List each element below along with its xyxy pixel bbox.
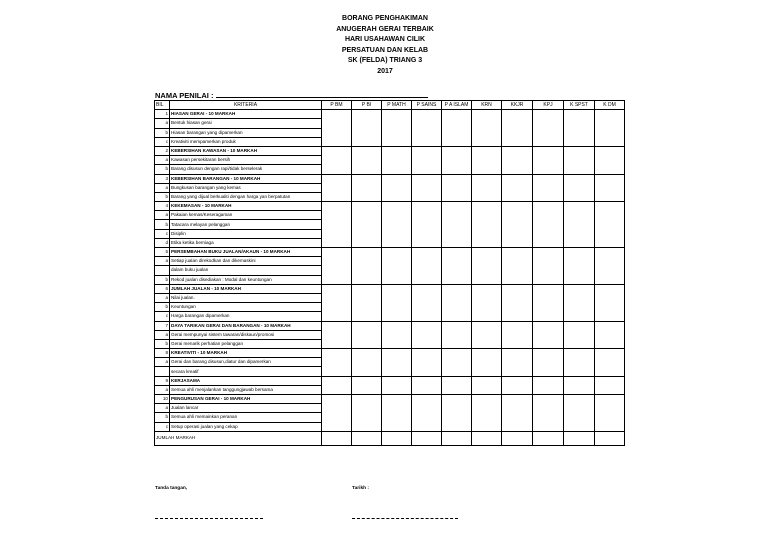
section-row <box>155 284 625 293</box>
bil-cell: 8 <box>155 349 170 358</box>
score-cell[interactable] <box>412 284 442 321</box>
total-cell[interactable] <box>564 431 595 445</box>
judging-table <box>154 100 625 446</box>
score-cell[interactable] <box>382 202 412 248</box>
column-header: P A ISLAM <box>442 101 472 110</box>
criteria-text: Gerai mempunyai sistem tawaran/diskaun/promosi <box>170 330 322 339</box>
bil-cell: 10 <box>155 395 170 404</box>
criteria-text: Disiplin <box>170 229 322 238</box>
bil-cell: a <box>155 257 170 266</box>
score-cell[interactable] <box>412 174 442 202</box>
criteria-text: Setup operasi jualan yang cekap <box>170 422 322 431</box>
score-cell[interactable] <box>595 248 625 285</box>
criteria-text: Rekod jualan disediakan : Modal dan keuntungan <box>170 275 322 284</box>
criteria-text: Barang yang dijual berkualiti dengan harga yan berpatutan <box>170 192 322 201</box>
bil-cell: c <box>155 422 170 431</box>
score-cell[interactable] <box>352 248 382 285</box>
total-cell[interactable] <box>533 431 564 445</box>
score-cell[interactable] <box>472 376 502 394</box>
total-cell[interactable] <box>595 431 625 445</box>
score-cell[interactable] <box>472 146 502 174</box>
table-body <box>155 110 625 446</box>
title-line-1: BORANG PENGHAKIMAN <box>342 15 428 22</box>
score-cell[interactable] <box>533 202 564 248</box>
score-cell[interactable] <box>322 146 352 174</box>
score-cell[interactable] <box>352 110 382 147</box>
form-title <box>300 14 470 77</box>
criteria-text: Gerai dan barang disusun,diatur dan dipamerkan <box>170 358 322 367</box>
score-cell[interactable] <box>382 349 412 377</box>
section-title: KEKEMASAN - 10 MARKAH <box>170 202 322 211</box>
score-cell[interactable] <box>533 146 564 174</box>
section-title: DAYA TARIKAN GERAI DAN BARANGAN - 10 MARKAH <box>170 321 322 330</box>
score-cell[interactable] <box>502 395 533 432</box>
criteria-text: Kreativiti mempamerkan produk <box>170 137 322 146</box>
score-cell[interactable] <box>412 146 442 174</box>
score-cell[interactable] <box>442 349 472 377</box>
criteria-text: Bungkusan barangan yang kemas <box>170 183 322 192</box>
bil-cell: a <box>155 385 170 394</box>
score-cell[interactable] <box>352 321 382 349</box>
column-header: BIL <box>155 101 170 110</box>
bil-cell: a <box>155 183 170 192</box>
criteria-text: Jualan lancar <box>170 404 322 413</box>
title-line-5: SK (FELDA) TRIANG 3 <box>347 57 423 64</box>
score-cell[interactable] <box>564 349 595 377</box>
score-cell[interactable] <box>564 321 595 349</box>
score-cell[interactable] <box>595 174 625 202</box>
score-cell[interactable] <box>595 110 625 147</box>
score-cell[interactable] <box>595 202 625 248</box>
total-cell[interactable] <box>412 431 442 445</box>
score-cell[interactable] <box>442 284 472 321</box>
column-header: KKJR <box>502 101 533 110</box>
nama-penilai-field <box>155 90 428 100</box>
score-cell[interactable] <box>533 284 564 321</box>
signature-label: Tanda tangan, <box>155 486 188 491</box>
bil-cell: 5 <box>155 248 170 257</box>
section-title: PERSEMBAHAN BUKU JUALAN/AKAUN - 10 MARKAH <box>170 248 322 257</box>
total-cell[interactable] <box>472 431 502 445</box>
criteria-text: Gerai menarik perhatian pelanggan <box>170 339 322 348</box>
section-row <box>155 395 625 404</box>
score-cell[interactable] <box>472 284 502 321</box>
bil-cell: 2 <box>155 146 170 155</box>
score-cell[interactable] <box>442 376 472 394</box>
total-row <box>155 431 625 445</box>
section-row <box>155 349 625 358</box>
title-line-2: ANUGERAH GERAI TERBAIK <box>336 25 434 33</box>
section-title: JUMLAH JUALAN - 10 MARKAH <box>170 284 322 293</box>
score-cell[interactable] <box>442 202 472 248</box>
score-cell[interactable] <box>382 284 412 321</box>
bil-cell: c <box>155 137 170 146</box>
column-header: P BI <box>352 101 382 110</box>
section-row <box>155 248 625 257</box>
bil-cell: b <box>155 275 170 284</box>
section-row <box>155 376 625 385</box>
column-header: KRN <box>472 101 502 110</box>
score-cell[interactable] <box>564 146 595 174</box>
total-cell[interactable] <box>382 431 412 445</box>
score-cell[interactable] <box>322 395 352 432</box>
score-cell[interactable] <box>472 395 502 432</box>
bil-cell: a <box>155 211 170 220</box>
column-header: KPJ <box>533 101 564 110</box>
score-cell[interactable] <box>382 376 412 394</box>
score-cell[interactable] <box>442 146 472 174</box>
score-cell[interactable] <box>412 202 442 248</box>
bil-cell <box>155 367 170 376</box>
score-cell[interactable] <box>322 284 352 321</box>
score-cell[interactable] <box>382 110 412 147</box>
total-cell[interactable] <box>502 431 533 445</box>
signature-line[interactable] <box>155 518 263 519</box>
bil-cell: a <box>155 119 170 128</box>
bil-cell: b <box>155 303 170 312</box>
score-cell[interactable] <box>564 376 595 394</box>
column-header: P BM <box>322 101 352 110</box>
score-cell[interactable] <box>442 174 472 202</box>
score-cell[interactable] <box>502 202 533 248</box>
column-header: K SPST <box>564 101 595 110</box>
score-cell[interactable] <box>533 395 564 432</box>
criteria-text: Harga barangan dipamerkan <box>170 312 322 321</box>
score-cell[interactable] <box>382 321 412 349</box>
score-cell[interactable] <box>472 202 502 248</box>
score-cell[interactable] <box>595 321 625 349</box>
score-cell[interactable] <box>442 321 472 349</box>
score-cell[interactable] <box>412 110 442 147</box>
score-cell[interactable] <box>472 174 502 202</box>
bil-cell: a <box>155 330 170 339</box>
bil-cell: b <box>155 128 170 137</box>
score-cell[interactable] <box>382 146 412 174</box>
score-cell[interactable] <box>564 174 595 202</box>
criteria-text: Semua ahli memainkan peranan <box>170 413 322 422</box>
column-header: K DM <box>595 101 625 110</box>
score-cell[interactable] <box>595 376 625 394</box>
score-cell[interactable] <box>352 349 382 377</box>
score-cell[interactable] <box>412 376 442 394</box>
score-cell[interactable] <box>442 110 472 147</box>
score-cell[interactable] <box>412 349 442 377</box>
score-cell[interactable] <box>502 349 533 377</box>
column-header: KRITERIA <box>170 101 322 110</box>
score-cell[interactable] <box>564 284 595 321</box>
score-cell[interactable] <box>502 284 533 321</box>
total-cell[interactable] <box>322 431 352 445</box>
section-title: HIASAN GERAI - 10 MARKAH <box>170 110 322 119</box>
score-cell[interactable] <box>352 284 382 321</box>
section-title: KEBERSIHAN BARANGAN - 10 MARKAH <box>170 174 322 183</box>
score-cell[interactable] <box>533 376 564 394</box>
criteria-text: Kawasan persekitaran bersih <box>170 156 322 165</box>
bil-cell <box>155 266 170 275</box>
score-cell[interactable] <box>322 349 352 377</box>
score-cell[interactable] <box>564 248 595 285</box>
date-line[interactable] <box>352 518 458 519</box>
score-cell[interactable] <box>442 395 472 432</box>
section-row <box>155 146 625 155</box>
bil-cell: b <box>155 192 170 201</box>
bil-cell: a <box>155 293 170 302</box>
score-cell[interactable] <box>412 321 442 349</box>
criteria-text: Hiasan barangan yang dipamerkan <box>170 128 322 137</box>
score-cell[interactable] <box>442 248 472 285</box>
date-label: Tarikh : <box>352 486 369 491</box>
score-cell[interactable] <box>352 395 382 432</box>
section-title: KREATIVITI - 10 MARKAH <box>170 349 322 358</box>
score-cell[interactable] <box>352 376 382 394</box>
criteria-text: Keuntungan <box>170 303 322 312</box>
section-title: PENGURUSAN GERAI - 10 MARKAH <box>170 395 322 404</box>
criteria-text: Semua ahli menjalankan tanggungjawab bersama <box>170 385 322 394</box>
criteria-text: dalam buku jualan <box>170 266 322 275</box>
title-line-3: HARI USAHAWAN CILIK <box>344 36 426 43</box>
total-cell[interactable] <box>352 431 382 445</box>
score-cell[interactable] <box>502 174 533 202</box>
score-cell[interactable] <box>412 395 442 432</box>
score-cell[interactable] <box>322 110 352 147</box>
score-cell[interactable] <box>382 248 412 285</box>
total-label: JUMLAH MARKAH <box>155 431 322 445</box>
score-cell[interactable] <box>472 321 502 349</box>
criteria-text: Barang disusun dengan rapi/tidak berselerak <box>170 165 322 174</box>
title-line-4: PERSATUAN DAN KELAB <box>341 46 429 54</box>
score-cell[interactable] <box>472 110 502 147</box>
section-title: KEBERSIHAN KAWASAN - 10 MARKAH <box>170 146 322 155</box>
score-cell[interactable] <box>595 349 625 377</box>
title-line-6: 2017 <box>377 67 393 75</box>
bil-cell: 6 <box>155 284 170 293</box>
nama-penilai-line[interactable] <box>216 90 428 98</box>
score-cell[interactable] <box>502 248 533 285</box>
criteria-text: Tatacara melayan pelanggan <box>170 220 322 229</box>
score-cell[interactable] <box>352 174 382 202</box>
bil-cell: 1 <box>155 110 170 119</box>
score-cell[interactable] <box>533 349 564 377</box>
bil-cell: 7 <box>155 321 170 330</box>
score-cell[interactable] <box>502 110 533 147</box>
score-cell[interactable] <box>352 202 382 248</box>
score-cell[interactable] <box>502 321 533 349</box>
bil-cell: c <box>155 229 170 238</box>
score-cell[interactable] <box>564 110 595 147</box>
score-cell[interactable] <box>412 248 442 285</box>
score-cell[interactable] <box>595 284 625 321</box>
criteria-text: Bentuk hiasan gerai <box>170 119 322 128</box>
criteria-text: Setiap jualan direkodkan dan dikemaskini <box>170 257 322 266</box>
criteria-text: Etika ketika berniaga <box>170 238 322 247</box>
score-cell[interactable] <box>595 395 625 432</box>
score-cell[interactable] <box>322 376 352 394</box>
bil-cell: a <box>155 404 170 413</box>
score-cell[interactable] <box>533 321 564 349</box>
criteria-text: Pakaian kemas/Keseragaman <box>170 211 322 220</box>
bil-cell: a <box>155 156 170 165</box>
section-title: KERJASAMA <box>170 376 322 385</box>
score-cell[interactable] <box>533 174 564 202</box>
score-cell[interactable] <box>322 202 352 248</box>
bil-cell: 9 <box>155 376 170 385</box>
bil-cell: b <box>155 339 170 348</box>
criteria-text: Nilai jualan. <box>170 293 322 302</box>
header-row <box>155 101 625 110</box>
score-cell[interactable] <box>564 202 595 248</box>
score-cell[interactable] <box>533 110 564 147</box>
section-row <box>155 321 625 330</box>
section-row <box>155 174 625 183</box>
score-cell[interactable] <box>472 248 502 285</box>
bil-cell: 4 <box>155 202 170 211</box>
bil-cell: d <box>155 238 170 247</box>
score-cell[interactable] <box>322 248 352 285</box>
bil-cell: c <box>155 312 170 321</box>
score-cell[interactable] <box>352 146 382 174</box>
score-cell[interactable] <box>533 248 564 285</box>
score-cell[interactable] <box>382 174 412 202</box>
criteria-text: secara kreatif <box>170 367 322 376</box>
bil-cell: b <box>155 413 170 422</box>
nama-penilai-label: NAMA PENILAI : <box>155 91 214 100</box>
score-cell[interactable] <box>502 146 533 174</box>
score-cell[interactable] <box>472 349 502 377</box>
column-header: P MATH <box>382 101 412 110</box>
bil-cell: a <box>155 358 170 367</box>
score-cell[interactable] <box>322 174 352 202</box>
section-row <box>155 110 625 119</box>
total-cell[interactable] <box>442 431 472 445</box>
bil-cell: b <box>155 220 170 229</box>
score-cell[interactable] <box>595 146 625 174</box>
score-cell[interactable] <box>564 395 595 432</box>
bil-cell: b <box>155 165 170 174</box>
score-cell[interactable] <box>502 376 533 394</box>
score-cell[interactable] <box>322 321 352 349</box>
section-row <box>155 202 625 211</box>
bil-cell: 3 <box>155 174 170 183</box>
column-header: P SAINS <box>412 101 442 110</box>
score-cell[interactable] <box>382 395 412 432</box>
